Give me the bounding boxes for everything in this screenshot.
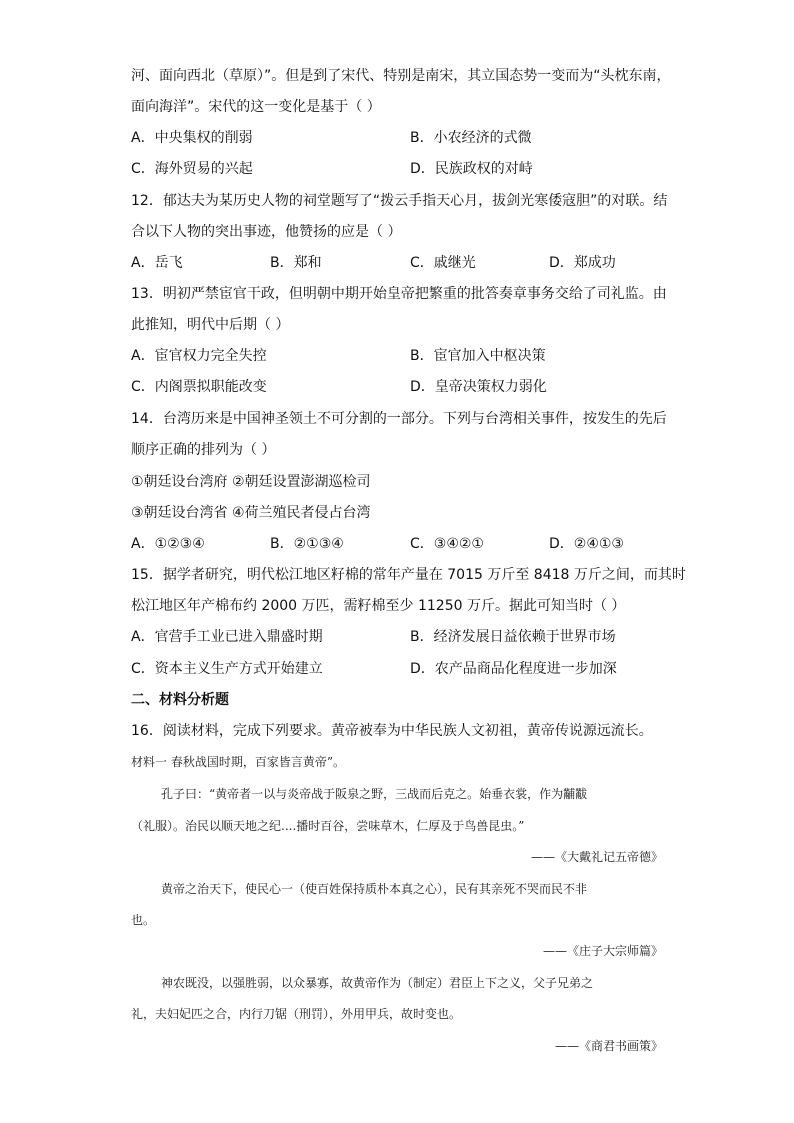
q13-option-a[interactable]: A．宦官权力完全失控: [131, 348, 267, 364]
q11-option-a[interactable]: A．中央集权的削弱: [131, 130, 253, 146]
q12-stem-line1: 12．郁达夫为某历史人物的祠堂题写了“拨云手指天心月，拔剑光寒倭寇胆”的对联。结: [131, 193, 668, 209]
q12-option-a[interactable]: A．岳飞: [131, 255, 183, 271]
material-title: 材料一 春秋战国时期，百家皆言黄帝”。: [131, 755, 345, 769]
q11-stem-line1: 河、面向西北（草原）”。但是到了宋代、特别是南宋，其立国态势一变而为“头枕东南，: [131, 68, 671, 84]
quote1-line1: 孔子曰：“黄帝者一以与炎帝战于阪泉之野，三战而后克之。始垂衣裳，作为黼黻: [161, 787, 588, 801]
q15-option-a[interactable]: A．官营手工业已进入鼎盛时期: [131, 629, 323, 645]
q13-stem-line2: 此推知，明代中后期（ ）: [131, 317, 290, 333]
q15-option-b[interactable]: B．经济发展日益依赖于世界市场: [410, 629, 616, 645]
q13-stem-line1: 13．明初严禁宦官干政，但明朝中期开始皇帝把繁重的批答奏章事务交给了司礼监。由: [131, 286, 667, 302]
q14-stem-line2: 顺序正确的排列为（ ）: [131, 442, 276, 458]
quote3-source: ——《商君书画策》: [554, 1039, 663, 1053]
q16-stem: 16．阅读材料，完成下列要求。黄帝被奉为中华民族人文初祖，黄帝传说源远流长。: [131, 723, 653, 739]
q12-option-b[interactable]: B．郑和: [270, 255, 322, 271]
quote2-line1: 黄帝之治天下，使民心一（使百姓保持质朴本真之心），民有其亲死不哭而民不非: [161, 882, 588, 896]
q14-option-b[interactable]: B．②①③④: [270, 536, 344, 552]
q13-option-b[interactable]: B．宦官加入中枢决策: [410, 348, 546, 364]
q12-stem-line2: 合以下人物的突出事迹，他赞扬的应是（ ）: [131, 224, 402, 240]
q15-option-c[interactable]: C．资本主义生产方式开始建立: [131, 661, 323, 677]
quote2-line2: 也。: [131, 913, 156, 927]
q14-items-line2: ③朝廷设台湾省 ④荷兰殖民者侵占台湾: [131, 505, 371, 521]
quote3-line1: 神农既没，以强胜弱，以众暴寡，故黄帝作为（制定）君臣上下之义，父子兄弟之: [161, 976, 594, 990]
q15-option-d[interactable]: D．农产品商品化程度进一步加深: [410, 661, 617, 677]
q14-option-a[interactable]: A．①②③④: [131, 536, 205, 552]
q11-option-c[interactable]: C．海外贸易的兴起: [131, 161, 253, 177]
q12-option-d[interactable]: D．郑成功: [549, 255, 616, 271]
q14-option-d[interactable]: D．②④①③: [549, 536, 624, 552]
q15-stem-line1: 15．据学者研究，明代松江地区籽棉的常年产量在 7015 万斤至 8418 万斤之间，而其时: [131, 567, 686, 583]
q11-option-d[interactable]: D．民族政权的对峙: [410, 161, 533, 177]
q11-stem-line2: 面向海洋”。宋代的这一变化是基于（ ）: [131, 99, 381, 115]
q11-option-b[interactable]: B．小农经济的式微: [410, 130, 532, 146]
q12-option-c[interactable]: C．戚继光: [410, 255, 476, 271]
q14-items-line1: ①朝廷设台湾府 ②朝廷设置澎湖巡检司: [131, 474, 371, 490]
q13-option-c[interactable]: C．内阁票拟职能改变: [131, 379, 267, 395]
q13-option-d[interactable]: D．皇帝决策权力弱化: [410, 379, 547, 395]
q14-option-c[interactable]: C．③④②①: [410, 536, 484, 552]
q14-stem-line1: 14．台湾历来是中国神圣领土不可分割的一部分。下列与台湾相关事件，按发生的先后: [131, 411, 667, 427]
quote1-line2: （礼服）。治民以顺天地之纪....播时百谷，尝味草木，仁厚及于鸟兽昆虫。”: [131, 819, 525, 833]
quote1-source: ——《大戴礼记五帝德》: [530, 850, 663, 864]
q15-stem-line2: 松江地区年产棉布约 2000 万匹，需籽棉至少 11250 万斤。据此可知当时（ ）: [131, 598, 626, 614]
quote2-source: ——《庄子大宗师篇》: [542, 944, 663, 958]
quote3-line2: 礼，夫妇妃匹之合，内行刀锯（刑罚），外用甲兵，故时变也。: [131, 1007, 462, 1021]
section-heading: 二、材料分析题: [131, 692, 229, 708]
